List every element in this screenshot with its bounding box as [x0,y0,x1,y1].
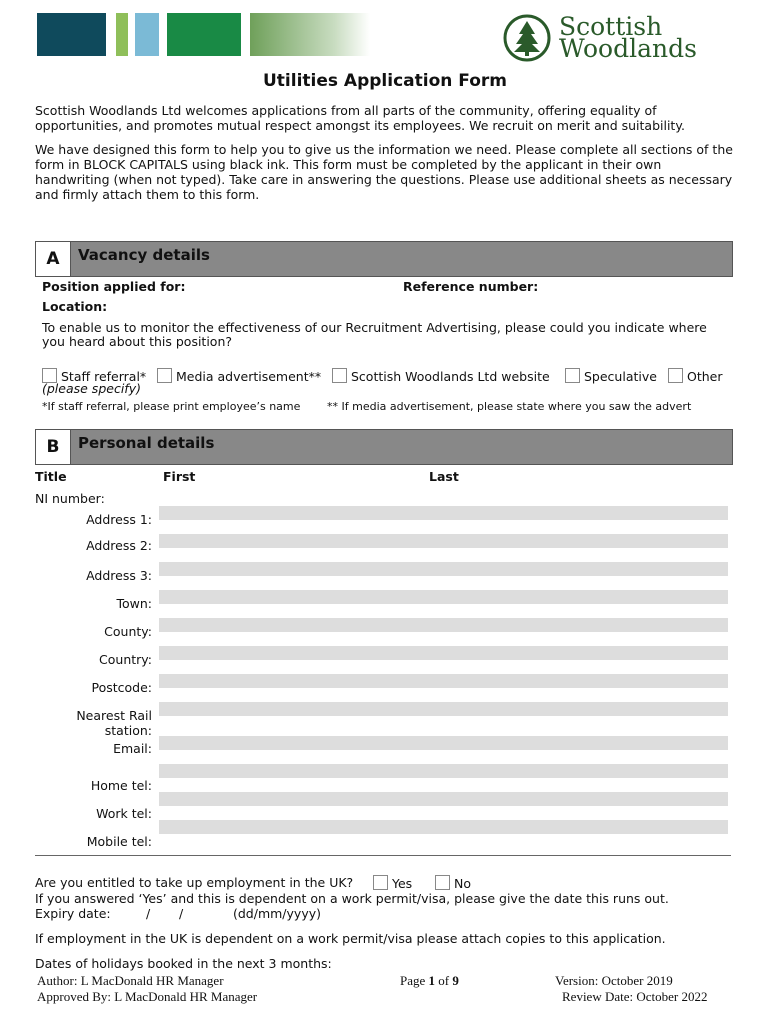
work-tel-label: Work tel: [96,806,152,821]
location-label: Location: [42,299,108,314]
page-title: Utilities Application Form [263,71,507,91]
logo-line1: Scottish [559,12,663,41]
tree-icon [503,14,551,62]
header-bar-5 [250,13,370,56]
staff-referral-footnote: *If staff referral, please print employee’s name [42,400,301,413]
footer-version: Version: October 2019 [555,973,673,988]
section-a-header [35,241,733,277]
section-b-letter: B [36,430,71,464]
last-name-label: Last [429,469,459,484]
ni-number-label: NI number: [35,491,105,506]
header-bar-4 [167,13,241,56]
footer-author: Author: L MacDonald HR Manager [37,973,224,988]
address-3-input[interactable] [159,562,728,576]
address-1-label: Address 1: [86,512,152,527]
email-input[interactable] [159,736,728,750]
county-label: County: [104,624,152,639]
address-1-input[interactable] [159,506,728,520]
entitled-question [35,875,353,890]
section-a-title: Vacancy details [78,246,210,264]
footer-page-number: Page 1 of 9 [400,973,459,988]
town-label: Town: [116,596,152,611]
intro-paragraph-1: Scottish Woodlands Ltd welcomes applications from all parts of the community, offering equality of opportunities, and promotes mutual respect amongst its employees. We recruit on merit and suitability. [35,103,685,133]
speculative-checkbox[interactable] [565,368,580,383]
address-2-input[interactable] [159,534,728,548]
monitor-question: To enable us to monitor the effectiveness of our Recruitment Advertising, please could you indicate where you heard about this position? [42,320,707,349]
expiry-date-separator-2: / [179,906,184,921]
county-input[interactable] [159,618,728,632]
first-name-label: First [163,469,196,484]
attach-copies-note: If employment in the UK is dependent on a work permit/visa please attach copies to this application. [35,931,666,946]
header-bar-2 [116,13,128,56]
expiry-date-label: Expiry date: [35,906,111,921]
website-option[interactable]: Scottish Woodlands Ltd website [332,368,550,384]
country-input[interactable] [159,646,728,660]
website-checkbox[interactable] [332,368,347,383]
expiry-date-format: (dd/mm/yyyy) [233,906,321,921]
staff-referral-option[interactable]: Staff referral* [42,368,146,384]
holidays-label: Dates of holidays booked in the next 3 months: [35,956,332,971]
home-tel-input[interactable] [159,764,728,778]
mobile-tel-label: Mobile tel: [86,834,152,849]
intro-paragraph-2: We have designed this form to help you to give us the information we need. Please complete all sections of the form in BLOCK CAPITALS using black ink. This form must be completed by the applicant in their own handwriting (when not typed). Take care in answering the questions. Please use additional sheets as necessary and firmly attach them to this form. [35,142,733,202]
country-label: Country: [99,652,152,667]
town-input[interactable] [159,590,728,604]
media-advertisement-checkbox[interactable] [157,368,172,383]
mobile-tel-input[interactable] [159,820,728,834]
speculative-option[interactable]: Speculative [565,368,657,384]
reference-number-label: Reference number: [403,279,539,294]
other-checkbox[interactable] [668,368,683,383]
other-option[interactable]: Other [668,368,723,384]
address-2-label: Address 2: [86,538,152,553]
header-bar-3 [135,13,159,56]
title-label: Title [35,469,67,484]
section-b-header [35,429,733,465]
position-applied-label: Position applied for: [42,279,186,294]
section-divider [35,855,731,856]
address-3-label: Address 3: [86,568,152,583]
nearest-rail-label: Nearest Rail station: [76,708,152,738]
entitled-question-text: Are you entitled to take up employment in the UK? [35,875,354,890]
footer-review-date: Review Date: October 2022 [562,989,708,1004]
postcode-label: Postcode: [91,680,152,695]
header-bar-1 [37,13,106,56]
expiry-date-separator-1: / [146,906,151,921]
no-checkbox[interactable] [435,875,450,890]
section-a-letter: A [36,242,71,276]
postcode-input[interactable] [159,674,728,688]
no-option[interactable]: No [435,875,471,891]
yes-option[interactable]: Yes [373,875,412,891]
email-label: Email: [113,741,152,756]
media-advert-footnote: ** If media advertisement, please state where you saw the advert [327,400,692,413]
section-b-title: Personal details [78,434,215,452]
nearest-rail-input[interactable] [159,702,728,716]
please-specify-note: (please specify) [42,381,141,396]
footer-approved: Approved By: L MacDonald HR Manager [37,989,258,1004]
permit-question: If you answered ‘Yes’ and this is dependent on a work permit/visa, please give the date this runs out. [35,891,669,906]
home-tel-label: Home tel: [90,778,152,793]
work-tel-input[interactable] [159,792,728,806]
logo-line2: Woodlands [559,34,697,63]
media-advertisement-option[interactable]: Media advertisement** [157,368,321,384]
yes-checkbox[interactable] [373,875,388,890]
